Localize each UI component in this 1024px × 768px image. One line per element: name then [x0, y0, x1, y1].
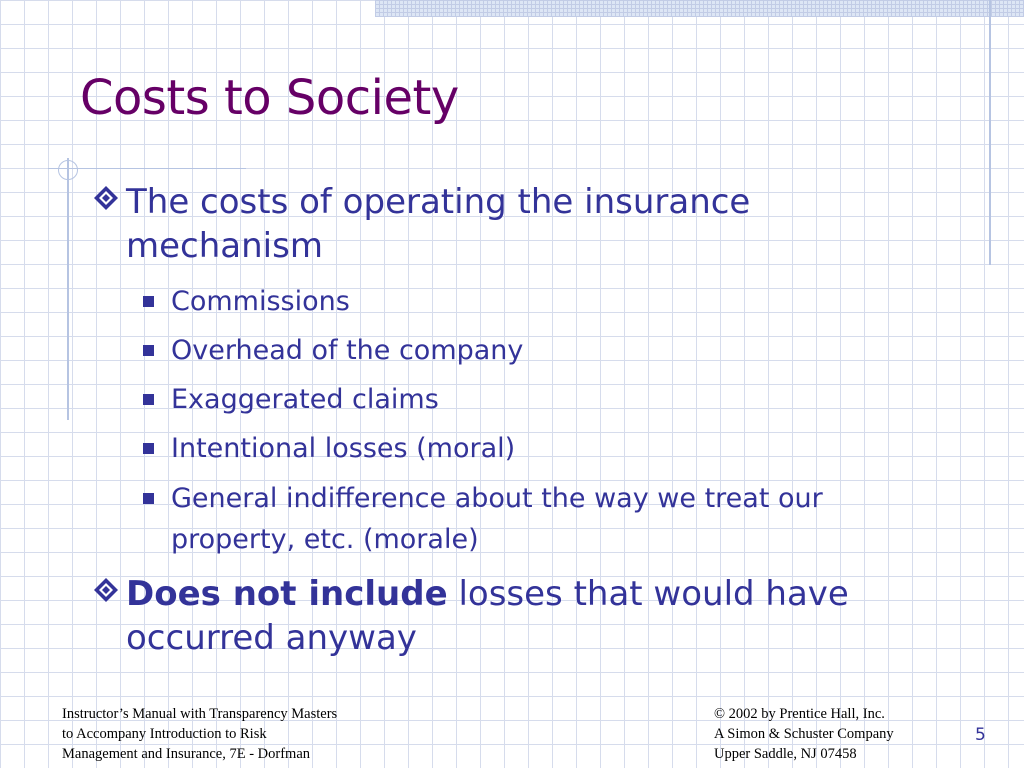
bullet-text-rest: losses that would have occurred anyway	[126, 574, 849, 658]
square-bullet-icon	[143, 443, 154, 454]
sub-bullet-overhead	[140, 330, 920, 371]
square-bullet-icon	[143, 493, 154, 504]
sub-bullet-text: Commissions	[171, 286, 350, 317]
footer-right	[714, 704, 894, 764]
bullet-does-not-include	[90, 572, 930, 660]
bullet-text	[126, 572, 930, 660]
diamond-bullet-icon	[90, 574, 122, 606]
square-bullet-icon	[143, 296, 154, 307]
bold-phrase: Does not include	[126, 574, 448, 614]
decorative-vertical-line-right	[989, 0, 991, 265]
sub-bullet-text: Intentional losses (moral)	[171, 433, 516, 464]
footer-right-line: A Simon & Schuster Company	[714, 726, 894, 742]
footer-right-line: Upper Saddle, NJ 07458	[714, 746, 857, 762]
top-pattern-band	[375, 0, 1024, 17]
sub-bullet-text: Overhead of the company	[171, 335, 524, 366]
square-bullet-icon	[143, 345, 154, 356]
footer-right-line: © 2002 by Prentice Hall, Inc.	[714, 706, 885, 722]
footer-left-line: Instructor’s Manual with Transparency Masters	[62, 706, 338, 722]
footer-left-line: Management and Insurance, 7E - Dorfman	[62, 746, 311, 762]
slide-title: Costs to Society	[80, 70, 459, 126]
bullet-text: The costs of operating the insurance mechanism	[126, 182, 751, 266]
decorative-vertical-line-left	[67, 158, 69, 420]
sub-bullet-text: Exaggerated claims	[171, 384, 439, 415]
footer-left-line: to Accompany Introduction to Risk	[62, 726, 267, 742]
sub-bullet-exaggerated-claims	[140, 379, 920, 420]
decorative-circle	[58, 160, 78, 180]
bullet-operating-costs	[90, 180, 930, 268]
diamond-bullet-icon	[90, 182, 122, 214]
square-bullet-icon	[143, 394, 154, 405]
footer-left	[62, 704, 337, 764]
sub-bullet-general-indifference	[140, 478, 920, 560]
sub-bullet-commissions	[140, 281, 920, 322]
sub-bullet-intentional-losses	[140, 428, 920, 469]
page-number: 5	[975, 725, 986, 745]
sub-bullet-text: General indifference about the way we treat our property, etc. (morale)	[171, 483, 823, 555]
